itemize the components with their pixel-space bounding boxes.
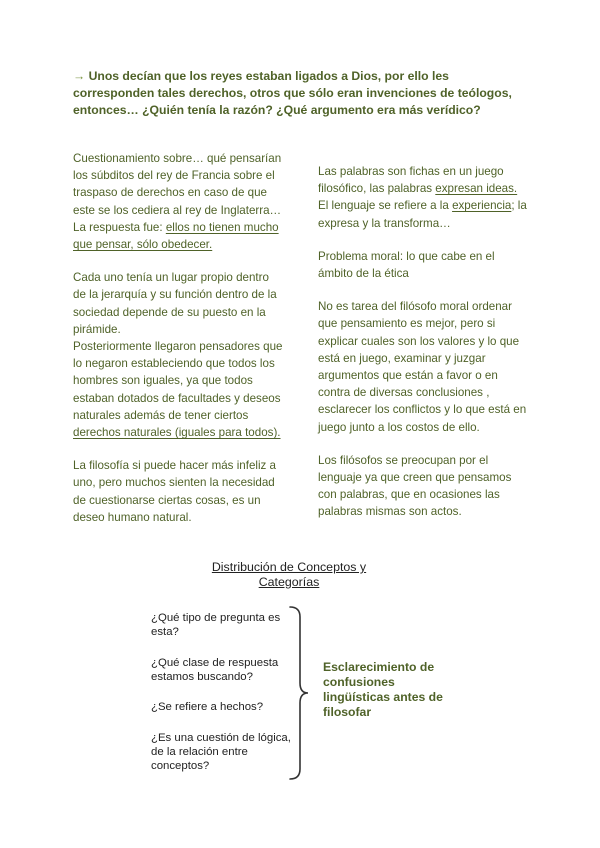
left-paragraph-3: [73, 338, 285, 441]
intro-paragraph: [73, 68, 528, 119]
diagram-question-2: ¿Qué clase de respuesta estamos buscando?: [151, 657, 279, 684]
diagram-question-4: ¿Es una cuestión de lógica, de la relación entre conceptos?: [151, 732, 291, 773]
diagram-question-3: ¿Se refiere a hechos?: [151, 701, 264, 713]
right-column: [318, 163, 530, 537]
right-p1-a: Las palabras son fichas en un juego filosófico, las palabras: [318, 165, 504, 196]
left-column: [73, 150, 285, 542]
right-p1-b: El lenguaje se refiere a la: [318, 199, 453, 213]
right-paragraph-4: Los filósofos se preocupan por el lenguaje ya que creen que pensamos con palabras, que en ocasiones las palabras mismas son actos.: [318, 453, 512, 519]
left-paragraph-4: La filosofía si puede hacer más infeliz a uno, pero muchos sienten la necesidad de cuestionarse ciertas cosas, es un deseo humano natural.: [73, 459, 277, 524]
left-paragraph-1: [73, 150, 285, 253]
diagram-result: Esclarecimiento de confusiones lingüísticas antes de filosofar: [323, 660, 443, 719]
diagram-question-1: ¿Qué tipo de pregunta es esta?: [151, 612, 281, 639]
arrow-icon: →: [73, 69, 86, 83]
intro-text: Unos decían que los reyes estaban ligados a Dios, por ello les corresponden tales derechos, otros que sólo eran invenciones de teólogos, entonces… ¿Quién tenía la razón? ¿Qué argumento era más verídico?: [73, 69, 512, 117]
right-p1-c: ; la expresa y la transforma…: [318, 199, 527, 230]
left-p3-text: Posteriormente llegaron pensadores que lo negaron estableciendo que todos los hombres son iguales, ya que todos estaban dotados de facultades y deseos naturales además de tener ciertos: [73, 340, 283, 422]
diagram-title: Distribución de Conceptos y Categorías: [211, 560, 367, 589]
left-p1-text: Cuestionamiento sobre… qué pensarían los súbditos del rey de Francia sobre el traspaso de derechos en caso de que este se los cediera al rey de Inglaterra… La respuesta fue:: [73, 152, 282, 234]
left-p1-underlined: ellos no tienen mucho que pensar, sólo obedecer.: [73, 220, 279, 252]
right-p1-underlined-1: expresan ideas.: [435, 182, 518, 196]
left-paragraph-2: Cada uno tenía un lugar propio dentro de la jerarquía y su función dentro de la sociedad depende de su puesto en la pirámide.: [73, 271, 277, 336]
right-paragraph-3: No es tarea del filósofo moral ordenar que pensamiento es mejor, pero si explicar cuales son los valores y lo que está en juego, examinar y juzgar argumentos que están a favor o en contra de diversas conclusiones , esclarecer los conflictos y lo que está en juego junto a los costos de ello.: [318, 300, 527, 434]
right-p1-underlined-2: experiencia: [452, 199, 512, 213]
curly-brace-icon: [286, 605, 316, 781]
right-paragraph-2: Problema moral: lo que cabe en el ámbito de la ética: [318, 249, 495, 281]
right-paragraph-1: [318, 163, 530, 232]
left-p3-underlined: derechos naturales (iguales para todos).: [73, 426, 281, 440]
